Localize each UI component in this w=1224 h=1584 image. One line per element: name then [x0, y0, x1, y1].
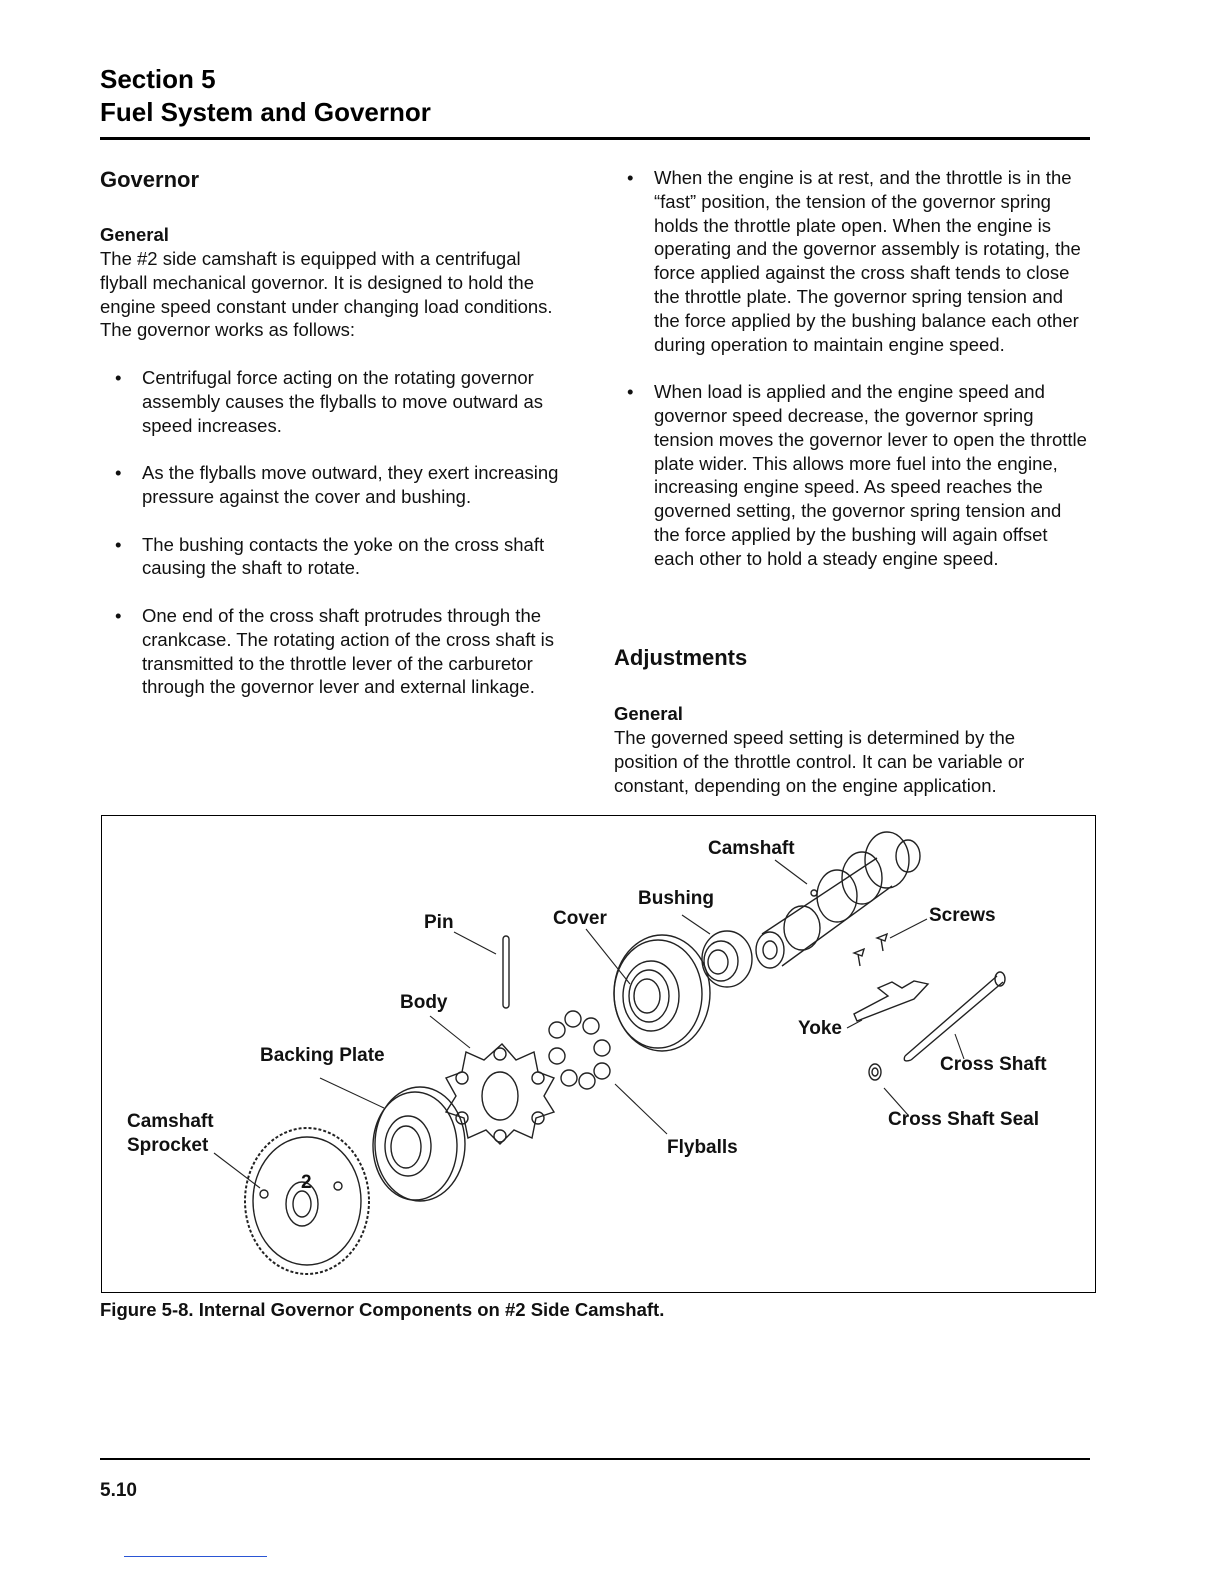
cross-shaft-seal-label: Cross Shaft Seal — [888, 1109, 1039, 1130]
figure-caption: Figure 5-8. Internal Governor Components on #2 Side Camshaft. — [100, 1299, 665, 1320]
adjustments-text: The governed speed setting is determined by the position of the throttle control. It can be variable or constant, depending on the engine application. — [614, 727, 1025, 796]
cover-label: Cover — [553, 908, 607, 929]
bushing-label: Bushing — [638, 888, 714, 909]
list-item: • As the flyballs move outward, they exert increasing pressure against the cover and bushing. — [115, 462, 559, 507]
governor-components-diagram — [102, 816, 1095, 1292]
flyballs-label: Flyballs — [667, 1137, 738, 1158]
flyballs-drawing — [549, 1011, 610, 1089]
camshaft-sprocket-label-line1: Camshaft — [127, 1111, 214, 1132]
bullet-icon: • — [115, 367, 122, 388]
bullet-icon: • — [115, 462, 122, 484]
section-title: Fuel System and Governor — [100, 97, 431, 127]
list-item: • One end of the cross shaft protrudes through the crankcase. The rotating action of the cross shaft is transmitted to the throttle lever of the carburetor through the governor lever and external linkage. — [115, 604, 555, 698]
camshaft-sprocket-drawing — [245, 1128, 369, 1274]
camshaft-sprocket-label-line2: Sprocket — [127, 1135, 209, 1156]
cover-drawing — [614, 935, 710, 1051]
footer-rule — [100, 1458, 1090, 1460]
figure-frame — [101, 815, 1096, 1293]
list-item: • The bushing contacts the yoke on the cross shaft causing the shaft to rotate. — [115, 533, 545, 579]
bullet-icon: • — [627, 167, 634, 188]
cross-shaft-label: Cross Shaft — [940, 1054, 1047, 1075]
list-item: • When the engine is at rest, and the throttle is in the “fast” position, the tension of the governor spring holds the throttle plate open. When the engine is operating and the governor assembly is rotating, the force applied against the cross shaft tends to close the throttle plate. The governor spring tension and the force applied by the bushing balance each other during operation to maintain engine speed. — [627, 167, 1081, 355]
gear-number-mark: 2 — [301, 1172, 312, 1193]
bullet-icon: • — [115, 604, 122, 626]
page-number: 5.10 — [100, 1480, 137, 1501]
general-subheading-right: General — [614, 703, 683, 724]
camshaft-label: Camshaft — [708, 838, 795, 859]
bushing-drawing — [702, 931, 752, 987]
governor-heading: Governor — [100, 167, 200, 192]
link-underline — [124, 1556, 267, 1557]
general-subheading-left: General — [100, 224, 169, 245]
governor-operation-bullets — [612, 166, 1092, 571]
cross-shaft-drawing — [904, 972, 1005, 1061]
screws-drawing — [854, 934, 887, 966]
backing-plate-label: Backing Plate — [260, 1045, 385, 1066]
body-label: Body — [400, 992, 448, 1013]
yoke-label: Yoke — [798, 1018, 843, 1039]
pin-drawing — [503, 936, 509, 1008]
screws-label: Screws — [929, 905, 996, 926]
governor-intro: The #2 side camshaft is equipped with a centrifugal flyball mechanical governor. It is designed to hold the engine speed constant under changing load conditions. The governor works as follows: — [100, 248, 553, 341]
list-item: • When load is applied and the engine speed and governor speed decrease, the governor spring tension moves the governor lever to open the throttle plate wider. This allows more fuel into the engine, increasing engine speed. As speed reaches the governed setting, the governor spring tension and the force applied by the bushing will again offset each other to hold a steady engine speed. — [627, 381, 1087, 569]
bullet-icon: • — [115, 533, 122, 555]
list-item: • Centrifugal force acting on the rotating governor assembly causes the flyballs to move outward as speed increases. — [115, 367, 544, 436]
adjustments-heading: Adjustments — [614, 645, 748, 670]
governor-bullets — [100, 366, 580, 699]
cross-shaft-seal-drawing — [869, 1064, 881, 1080]
governor-body-drawing — [446, 1044, 554, 1144]
pin-label: Pin — [424, 912, 454, 933]
section-number: Section 5 — [100, 64, 216, 94]
header-rule — [100, 137, 1090, 140]
yoke-drawing — [854, 981, 928, 1021]
bullet-icon: • — [627, 381, 634, 403]
